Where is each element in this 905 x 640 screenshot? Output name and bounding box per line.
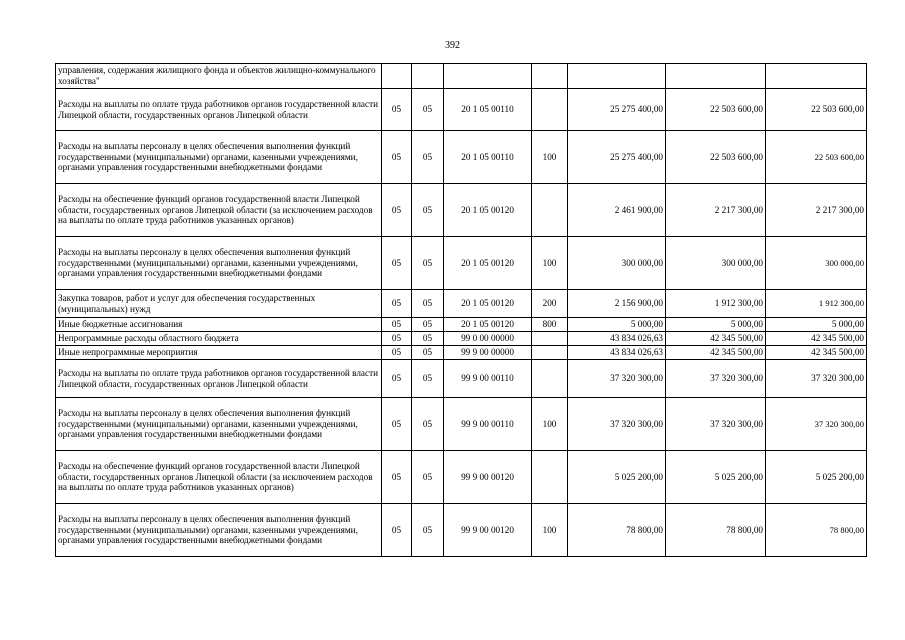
row-name-cell: Расходы на выплаты по оплате труда работников органов государственной власти Липецкой области, государственных органов Липецкой области [56, 360, 382, 398]
amount-year3-cell: 1 912 300,00 [766, 290, 867, 318]
expense-type-cell: 100 [532, 237, 568, 290]
target-article-cell: 99 0 00 00000 [444, 332, 532, 346]
amount-year1-cell: 2 461 900,00 [568, 184, 666, 237]
amount-year2-cell: 37 320 300,00 [666, 398, 766, 451]
row-name-cell: Иные бюджетные ассигнования [56, 318, 382, 332]
row-name-cell: управления, содержания жилищного фонда и объектов жилищно-коммунального хозяйства" [56, 64, 382, 89]
subsection-cell: 05 [412, 237, 444, 290]
amount-year1-cell: 37 320 300,00 [568, 398, 666, 451]
section-cell: 05 [382, 318, 412, 332]
table-row [56, 451, 867, 504]
target-article-cell: 20 1 05 00110 [444, 131, 532, 184]
expense-type-cell: 100 [532, 131, 568, 184]
target-article-cell: 99 9 00 00120 [444, 451, 532, 504]
section-cell: 05 [382, 398, 412, 451]
amount-year2-cell: 37 320 300,00 [666, 360, 766, 398]
amount-year3-cell: 42 345 500,00 [766, 332, 867, 346]
section-cell: 05 [382, 89, 412, 131]
target-article-cell: 99 9 00 00110 [444, 398, 532, 451]
amount-year3-cell: 22 503 600,00 [766, 89, 867, 131]
amount-year2-cell: 42 345 500,00 [666, 332, 766, 346]
row-name-cell: Расходы на выплаты персоналу в целях обеспечения выполнения функций государственными (муниципальными) органами, казенными учреждениями, органами управления государственными внебюджетными фондами [56, 398, 382, 451]
subsection-cell: 05 [412, 184, 444, 237]
target-article-cell: 20 1 05 00110 [444, 89, 532, 131]
expense-type-cell [532, 332, 568, 346]
subsection-cell: 05 [412, 131, 444, 184]
subsection-cell [412, 64, 444, 89]
target-article-cell: 99 9 00 00120 [444, 504, 532, 557]
amount-year2-cell: 42 345 500,00 [666, 346, 766, 360]
expense-type-cell [532, 360, 568, 398]
table-row [56, 184, 867, 237]
amount-year2-cell: 300 000,00 [666, 237, 766, 290]
amount-year1-cell: 43 834 026,63 [568, 346, 666, 360]
amount-year1-cell: 37 320 300,00 [568, 360, 666, 398]
amount-year3-cell: 5 000,00 [766, 318, 867, 332]
expense-type-cell [532, 89, 568, 131]
amount-year3-cell: 42 345 500,00 [766, 346, 867, 360]
table-row [56, 131, 867, 184]
table-row [56, 237, 867, 290]
expense-type-cell [532, 451, 568, 504]
target-article-cell: 20 1 05 00120 [444, 318, 532, 332]
subsection-cell: 05 [412, 398, 444, 451]
row-name-cell: Расходы на выплаты персоналу в целях обеспечения выполнения функций государственными (муниципальными) органами, казенными учреждениями, органами управления государственными внебюджетными фондами [56, 237, 382, 290]
row-name-cell: Расходы на обеспечение функций органов государственной власти Липецкой области, государственных органов Липецкой области (за исключением расходов на выплаты по оплате труда работников указанных органов) [56, 451, 382, 504]
amount-year1-cell: 300 000,00 [568, 237, 666, 290]
section-cell: 05 [382, 346, 412, 360]
expense-type-cell [532, 346, 568, 360]
section-cell: 05 [382, 237, 412, 290]
subsection-cell: 05 [412, 451, 444, 504]
amount-year2-cell: 5 000,00 [666, 318, 766, 332]
table-row [56, 64, 867, 89]
amount-year3-cell: 78 800,00 [766, 504, 867, 557]
subsection-cell: 05 [412, 360, 444, 398]
amount-year2-cell: 2 217 300,00 [666, 184, 766, 237]
table-row [56, 332, 867, 346]
section-cell: 05 [382, 451, 412, 504]
subsection-cell: 05 [412, 504, 444, 557]
expense-type-cell: 800 [532, 318, 568, 332]
amount-year1-cell: 25 275 400,00 [568, 89, 666, 131]
target-article-cell: 20 1 05 00120 [444, 184, 532, 237]
section-cell: 05 [382, 290, 412, 318]
section-cell [382, 64, 412, 89]
row-name-cell: Расходы на обеспечение функций органов государственной власти Липецкой области, государственных органов Липецкой области (за исключением расходов на выплаты по оплате труда работников указанных органов) [56, 184, 382, 237]
amount-year3-cell: 22 503 600,00 [766, 131, 867, 184]
amount-year2-cell [666, 64, 766, 89]
expense-type-cell: 200 [532, 290, 568, 318]
amount-year1-cell: 25 275 400,00 [568, 131, 666, 184]
row-name-cell: Иные непрограммные мероприятия [56, 346, 382, 360]
row-name-cell: Расходы на выплаты персоналу в целях обеспечения выполнения функций государственными (муниципальными) органами, казенными учреждениями, органами управления государственными внебюджетными фондами [56, 131, 382, 184]
amount-year1-cell: 2 156 900,00 [568, 290, 666, 318]
amount-year3-cell: 37 320 300,00 [766, 360, 867, 398]
target-article-cell: 99 9 00 00000 [444, 346, 532, 360]
row-name-cell: Расходы на выплаты персоналу в целях обеспечения выполнения функций государственными (муниципальными) органами, казенными учреждениями, органами управления государственными внебюджетными фондами [56, 504, 382, 557]
row-name-cell: Непрограммные расходы областного бюджета [56, 332, 382, 346]
target-article-cell: 20 1 05 00120 [444, 290, 532, 318]
section-cell: 05 [382, 360, 412, 398]
target-article-cell: 20 1 05 00120 [444, 237, 532, 290]
amount-year2-cell: 5 025 200,00 [666, 451, 766, 504]
target-article-cell [444, 64, 532, 89]
amount-year1-cell: 43 834 026,63 [568, 332, 666, 346]
expense-type-cell [532, 184, 568, 237]
section-cell: 05 [382, 131, 412, 184]
amount-year1-cell: 5 000,00 [568, 318, 666, 332]
expense-type-cell: 100 [532, 504, 568, 557]
target-article-cell: 99 9 00 00110 [444, 360, 532, 398]
budget-table [55, 63, 867, 557]
table-row [56, 360, 867, 398]
subsection-cell: 05 [412, 318, 444, 332]
section-cell: 05 [382, 184, 412, 237]
section-cell: 05 [382, 504, 412, 557]
amount-year3-cell: 300 000,00 [766, 237, 867, 290]
amount-year1-cell: 5 025 200,00 [568, 451, 666, 504]
page-number: 392 [445, 40, 460, 51]
amount-year3-cell: 2 217 300,00 [766, 184, 867, 237]
amount-year3-cell: 37 320 300,00 [766, 398, 867, 451]
row-name-cell: Закупка товаров, работ и услуг для обеспечения государственных (муниципальных) нужд [56, 290, 382, 318]
table-row [56, 398, 867, 451]
amount-year2-cell: 1 912 300,00 [666, 290, 766, 318]
amount-year3-cell: 5 025 200,00 [766, 451, 867, 504]
subsection-cell: 05 [412, 346, 444, 360]
row-name-cell: Расходы на выплаты по оплате труда работников органов государственной власти Липецкой области, государственных органов Липецкой области [56, 89, 382, 131]
amount-year2-cell: 22 503 600,00 [666, 89, 766, 131]
subsection-cell: 05 [412, 290, 444, 318]
amount-year1-cell [568, 64, 666, 89]
table-row [56, 504, 867, 557]
amount-year2-cell: 78 800,00 [666, 504, 766, 557]
amount-year3-cell [766, 64, 867, 89]
subsection-cell: 05 [412, 332, 444, 346]
table-row [56, 290, 867, 318]
expense-type-cell [532, 64, 568, 89]
table-row [56, 346, 867, 360]
amount-year1-cell: 78 800,00 [568, 504, 666, 557]
subsection-cell: 05 [412, 89, 444, 131]
table-row [56, 89, 867, 131]
section-cell: 05 [382, 332, 412, 346]
amount-year2-cell: 22 503 600,00 [666, 131, 766, 184]
table-row [56, 318, 867, 332]
expense-type-cell: 100 [532, 398, 568, 451]
